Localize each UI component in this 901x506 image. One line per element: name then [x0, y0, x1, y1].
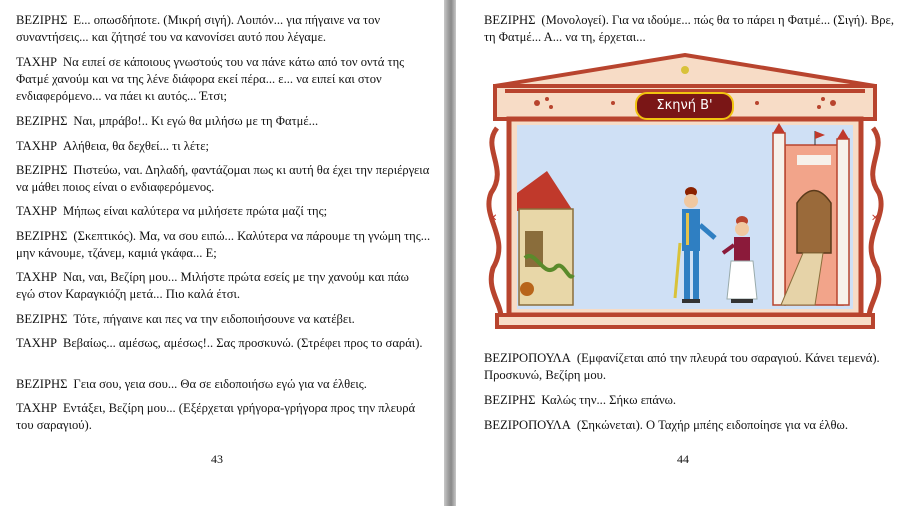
speaker-name: ΒΕΖΙΡΗΣ	[16, 13, 68, 27]
dialogue-line	[16, 311, 431, 328]
speaker-name: ΒΕΖΙΡΟΠΟΥΛΑ	[484, 351, 571, 365]
shadow-theater-illustration	[485, 53, 885, 335]
dialogue-text: Πιστεύω, ναι. Δηλαδή, φαντάζομαι πως κι αυτή θα έχει την περιέργεια να μάθει ποιος είναι ο ενδιαφερόμενος.	[16, 163, 430, 194]
speaker-name: ΒΕΖΙΡΟΠΟΥΛΑ	[484, 418, 571, 432]
dialogue-text: Βεβαίως... αμέσως, αμέσως!.. Σας προσκυνώ. (Στρέφει προς το σαράι).	[62, 336, 423, 350]
right-scroll-column	[869, 128, 881, 323]
speaker-name: ΤΑΧΗΡ	[16, 401, 57, 415]
speaker-name: ΒΕΖΙΡΗΣ	[16, 377, 68, 391]
dialogue-text: (Σκεπτικός). Μα, να σου ειπώ... Καλύτερα να πάρουμε τη γνώμη της... μην κάνουμε, τζάνεμ, καμιά γκάφα... Ε;	[16, 229, 431, 260]
dialogue-line	[16, 269, 431, 303]
page-number: 44	[677, 452, 689, 466]
dialogue-line	[484, 12, 894, 46]
dialogue-text: Τότε, πήγαινε και πες να την ειδοποιήσουνε να κατέβει.	[73, 312, 355, 326]
dialogue-line	[16, 138, 431, 155]
scene-label: Σκηνή Β'	[635, 92, 734, 120]
speaker-name: ΒΕΖΙΡΗΣ	[16, 229, 68, 243]
speaker-name: ΤΑΧΗΡ	[16, 336, 57, 350]
dialogue-line	[16, 12, 431, 46]
speaker-name: ΤΑΧΗΡ	[16, 270, 57, 284]
dialogue-text: (Μονολογεί). Για να ιδούμε... πώς θα το πάρει η Φατμέ... (Σιγή). Βρε, τη Φατμέ... Α... να τη, έρχεται...	[484, 13, 894, 44]
page-number: 43	[211, 452, 223, 466]
speaker-name: ΒΕΖΙΡΗΣ	[484, 393, 536, 407]
dialogue-text: Εντάξει, Βεζίρη μου... (Εξέρχεται γρήγορα-γρήγορα προς την πλευρά του σαραγιού).	[16, 401, 416, 432]
speaker-name: ΒΕΖΙΡΗΣ	[16, 163, 68, 177]
pediment-ornament	[681, 66, 689, 74]
speaker-name: ΤΑΧΗΡ	[16, 55, 57, 69]
speaker-name: ΤΑΧΗΡ	[16, 139, 57, 153]
dialogue-text: Αλήθεια, θα δεχθεί... τι λέτε;	[62, 139, 209, 153]
dialogue-text: Ναι, ναι, Βεζίρη μου... Μιλήστε πρώτα εσείς με την χανούμ και πάω εγώ στον Καραγκιόζη μετά... Πιο καλά έτσι.	[16, 270, 409, 301]
dialogue-line	[16, 228, 431, 262]
speaker-name: ΒΕΖΙΡΗΣ	[16, 114, 68, 128]
dialogue-text: Μήπως είναι καλύτερα να μιλήσετε πρώτα μαζί της;	[62, 204, 328, 218]
left-scroll-column	[489, 128, 501, 323]
dialogue-text: Να ειπεί σε κάποιους γνωστούς του να πάνε κάτω από τον οντά της Φατμέ χανούμ και να της λένε διάφορα εκεί πέρα... ε... να ειπεί και στον ενδιαφερόμενο... να πάει κι αυτός... Έτσι;	[16, 55, 405, 103]
dialogue-text: Καλώς την... Σήκω επάνω.	[541, 393, 677, 407]
dialogue-text: Ναι, μπράβο!.. Κι εγώ θα μιλήσω με τη Φατμέ...	[73, 114, 319, 128]
dialogue-line	[16, 376, 431, 393]
left-page	[0, 0, 444, 506]
palace	[773, 123, 849, 305]
speaker-name: ΒΕΖΙΡΗΣ	[484, 13, 536, 27]
dialogue-line	[16, 113, 431, 130]
dialogue-line	[16, 54, 431, 105]
speaker-name: ΒΕΖΙΡΗΣ	[16, 312, 68, 326]
dialogue-text: (Σηκώνεται). Ο Ταχήρ μπέης ειδοποίησε για να έλθω.	[576, 418, 848, 432]
book-gutter	[444, 0, 456, 506]
pot	[520, 282, 534, 296]
stage-base	[497, 315, 873, 327]
speaker-name: ΤΑΧΗΡ	[16, 204, 57, 218]
dialogue-line	[484, 350, 894, 384]
dialogue-text: (Εμφανίζεται από την πλευρά του σαραγιού. Κάνει τεμενά). Προσκυνώ, Βεζίρη μου.	[484, 351, 880, 382]
svg-text:✕: ✕	[489, 213, 498, 224]
dialogue-text: Ε... οπωσδήποτε. (Μικρή σιγή). Λοιπόν... για πήγαινε να τον συναντήσεις... και ζήτησέ του να κανονίσει αυτό που λέγαμε.	[16, 13, 381, 44]
dialogue-line	[16, 335, 431, 352]
dialogue-line	[484, 392, 894, 409]
dialogue-line	[16, 203, 431, 220]
dialogue-text: Γεια σου, γεια σου... Θα σε ειδοποιήσω εγώ για να έλθεις.	[73, 377, 367, 391]
svg-text:✕: ✕	[871, 213, 880, 224]
dialogue-line	[16, 162, 431, 196]
dialogue-line	[484, 417, 894, 434]
dialogue-line	[16, 400, 431, 434]
